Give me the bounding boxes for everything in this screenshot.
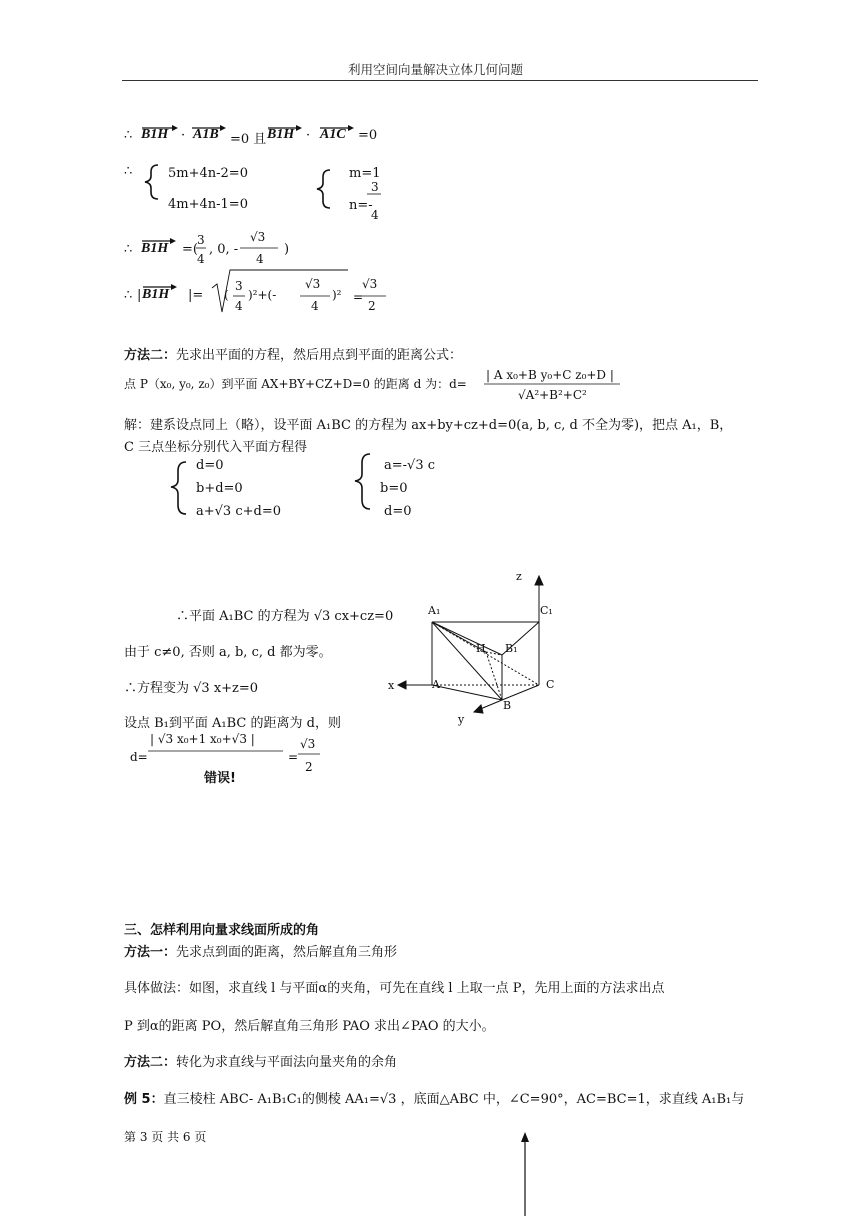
therefore-symbol: ∴: [124, 128, 133, 143]
vector-a1b: A1B: [193, 127, 219, 142]
distance-result-num: √3: [300, 737, 316, 751]
section3-method1-title: 方法一：: [124, 945, 177, 960]
dot-operator: ·: [181, 128, 186, 143]
therefore-symbol-3: ∴: [124, 242, 133, 257]
c-nonzero-note: 由于 c≠0, 否则 a, b, c, d 都为零。: [124, 645, 332, 660]
solution-line-1: 解：建系设点同上（略），设平面 A₁BC 的方程为 ax+by+cz+d=0(a, b, c, d 不全为零)，把点 A₁，B，: [124, 418, 733, 433]
eq2-close: ): [284, 242, 290, 257]
page-number: 第 3 页 共 6 页: [124, 1130, 207, 1144]
brace-right-1: [317, 170, 330, 208]
distance-intro: 设点 B₁到平面 A₁BC 的距离为 d，则: [124, 716, 341, 731]
label-h: H: [476, 642, 486, 655]
vector-b1h-3: B1H: [141, 241, 169, 256]
equation-simplified: ∴方程变为 √3 x+z=0: [124, 681, 259, 696]
eq3-result-num: √3: [362, 277, 378, 291]
brace-left-1: [145, 165, 158, 199]
method2-title: 方法二：: [124, 348, 177, 363]
vector-b1h-2: B1H: [267, 127, 295, 142]
distance-formula-numerator: | A x₀+B y₀+C z₀+D |: [486, 368, 614, 382]
section3-method2-title: 方法二：: [124, 1055, 177, 1070]
eq2-frac2-num: √3: [250, 230, 266, 244]
abs-bar-right: |=: [188, 288, 204, 303]
distance-numerator: | √3 x₀+1 x₀+√3 |: [150, 732, 255, 746]
eq3-p1-num: 3: [235, 279, 243, 293]
eq2-mid: , 0, -: [209, 242, 239, 257]
equation-mid-text: =0 且: [230, 132, 267, 147]
system2-eq2: b+d=0: [196, 481, 243, 496]
section3-paragraph-1: 具体做法：如图，求直线 l 与平面α的夹角，可先在直线 l 上取一点 P，先用上面的方法求出点: [124, 981, 665, 996]
section3-paragraph-2: P 到α的距离 PO，然后解直角三角形 PAO 求出∠PAO 的大小。: [124, 1019, 495, 1034]
system1-sol-a: m=1: [349, 166, 381, 181]
vector-a1c: A1C: [320, 127, 346, 142]
eq3-p2-den: 4: [311, 299, 319, 313]
system1-sol-b-num: 3: [371, 180, 379, 194]
system1-sol-b-prefix: n=-: [349, 198, 373, 213]
brace-left-2: [171, 462, 186, 514]
abs-bar-left: |: [137, 288, 142, 303]
eq3-p2-num: √3: [305, 277, 321, 291]
label-a: A: [432, 678, 440, 691]
system1-eq-b: 4m+4n-1=0: [168, 197, 248, 212]
vector-b1h-4: B1H: [142, 287, 170, 302]
section3-method1-text: 先求点到面的距离，然后解直角三角形: [176, 945, 398, 960]
distance-formula-denominator: √A²+B²+C²: [518, 388, 587, 402]
label-x: x: [388, 679, 395, 692]
section3-method2-text: 转化为求直线与平面法向量夹角的余角: [176, 1055, 398, 1070]
system2-eq1: d=0: [196, 458, 224, 473]
distance-equals: =: [288, 750, 299, 764]
label-z: z: [516, 570, 522, 583]
section3-title: 三、怎样利用向量求线面所成的角: [124, 923, 320, 938]
vector-b1h: B1H: [141, 127, 169, 142]
page-header-title: 利用空间向量解决立体几何问题: [348, 62, 524, 77]
dot-operator-2: ·: [306, 128, 311, 143]
brace-right-2: [355, 454, 370, 509]
prism-figure: [398, 576, 543, 713]
eq3-equals: =: [353, 290, 364, 304]
eq2-frac1-den: 4: [197, 252, 205, 266]
therefore-symbol-2: ∴: [124, 164, 133, 179]
eq3-result-den: 2: [368, 299, 376, 313]
solution-line-2: C 三点坐标分别代入平面方程得: [124, 440, 308, 455]
label-a1: A₁: [428, 604, 441, 617]
distance-d-prefix: d=: [130, 750, 148, 764]
therefore-symbol-4: ∴: [124, 288, 133, 303]
label-y: y: [458, 713, 465, 726]
system1-eq-a: 5m+4n-2=0: [168, 166, 248, 181]
label-c1: C₁: [540, 604, 553, 617]
eq3-p2-close: )²: [332, 288, 342, 302]
eq2-open: =(: [182, 242, 198, 257]
system2-sol2: b=0: [380, 481, 408, 496]
example5-text: 直三棱柱 ABC- A₁B₁C₁的侧棱 AA₁=√3 ，底面△ABC 中，∠C=90°，AC=BC=1，求直线 A₁B₁与: [163, 1092, 745, 1107]
eq2-frac1-num: 3: [197, 233, 205, 247]
system2-sol1: a=-√3 c: [384, 458, 436, 473]
eq3-p1-den: 4: [235, 299, 243, 313]
distance-result-den: 2: [305, 760, 313, 774]
distance-formula-lead: 点 P（x₀, y₀, z₀）到平面 AX+BY+CZ+D=0 的距离 d 为：d=: [124, 377, 467, 391]
error-text: 错误!: [204, 771, 236, 786]
label-b1: B₁: [505, 642, 518, 655]
eq2-frac2-den: 4: [256, 252, 264, 266]
eq3-p1-open: (: [224, 288, 229, 302]
label-b: B: [503, 699, 512, 712]
plane-equation-line: ∴平面 A₁BC 的方程为 √3 cx+cz=0: [176, 609, 394, 624]
system1-sol-b-den: 4: [371, 208, 379, 222]
eq3-p1-close: )²+(-: [248, 288, 277, 302]
bottom-arrow-head: [521, 1132, 529, 1142]
example5-title: 例 5：: [124, 1092, 164, 1107]
system2-eq3: a+√3 c+d=0: [196, 504, 281, 519]
label-c: C: [546, 678, 555, 691]
method2-text: 先求出平面的方程，然后用点到平面的距离公式：: [176, 348, 463, 363]
equation-end-text: =0: [358, 128, 378, 143]
system2-sol3: d=0: [384, 504, 412, 519]
